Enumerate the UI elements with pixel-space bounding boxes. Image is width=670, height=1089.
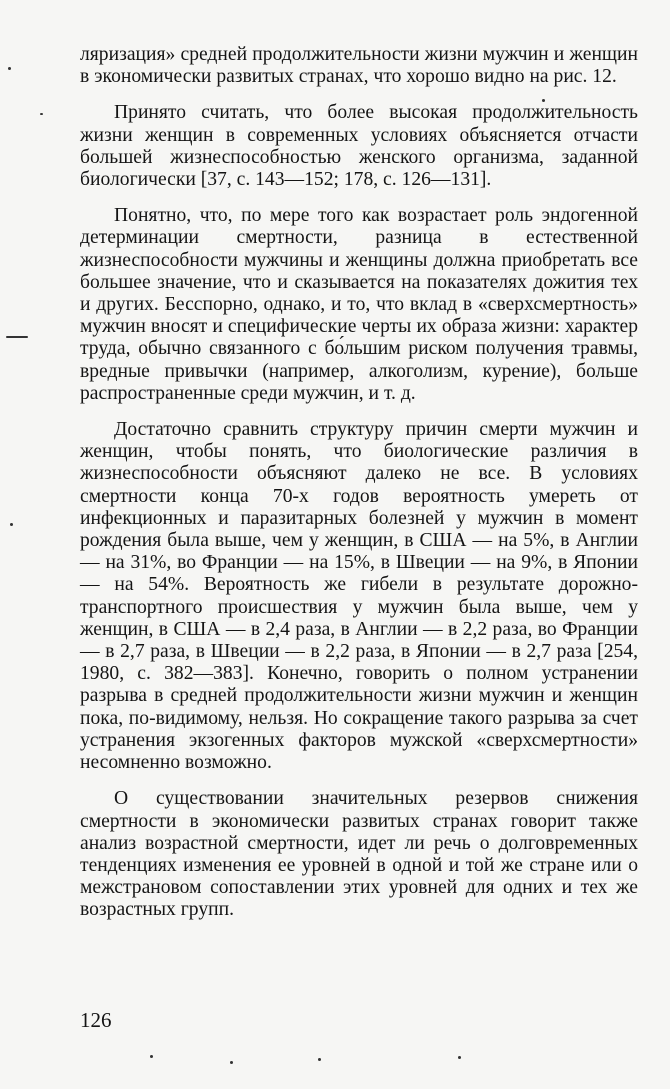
paragraph: Понятно, что, по мере того как возрастает роль эндогенной детерминации смертности, разница в естественной жизнеспособности мужчины и женщины должна приобретать все большее значение, что и сказывается на показателях дожития тех и других. Бесспорно, однако, и то, что вклад в «сверхсмертность» мужчин вносят и специфические черты их образа жизни: характер труда, обычно связанного с бо́льшим риском получения травмы, вредные привычки (например, алкоголизм, курение), больше распространенные среди мужчин, и т. д. [80,205,638,404]
paragraph: Принято считать, что более высокая продолжительность жизни женщин в современных условиях объясняется отчасти большей жизнеспособностью женского организма, заданной биологически [37, с. 143—152; 178, с. 126—131]. [80,102,638,191]
body-text [80,44,638,936]
paragraph: О существовании значительных резервов снижения смертности в экономически развитых странах говорит также анализ возрастной смертности, идет ли речь о долговременных тенденциях изменения ее уровней в одной и той же стране или о межстрановом сопоставлении этих уровней для одних и тех же возрастных групп. [80,788,638,921]
page-number: 126 [80,1008,112,1032]
paragraph: ляризация» средней продолжительности жизни мужчин и женщин в экономически развитых странах, что хорошо видно на рис. 12. [80,44,638,88]
paragraph: Достаточно сравнить структуру причин смерти мужчин и женщин, чтобы понять, что биологические различия в жизнеспособности объясняют далеко не все. В условиях смертности конца 70-х годов вероятность умереть от инфекционных и паразитарных болезней у мужчин в момент рождения была выше, чем у женщин, в США — на 5%, в Англии — на 31%, во Франции — на 15%, в Швеции — на 9%, в Японии — на 54%. Вероятность же гибели в результате дорожно-транспортного происшествия у мужчин была выше, чем у женщин, в США — в 2,4 раза, в Англии — в 2,2 раза, во Франции — в 2,7 раза, в Швеции — в 2,2 раза, в Японии — в 2,7 раза [254, 1980, с. 382—383]. Конечно, говорить о полном устранении разрыва в средней продолжительности жизни мужчин и женщин пока, по-видимому, нельзя. Но сокращение такого разрыва за счет устранения экзогенных факторов мужской «сверхсмертности» несомненно возможно. [80,419,638,774]
